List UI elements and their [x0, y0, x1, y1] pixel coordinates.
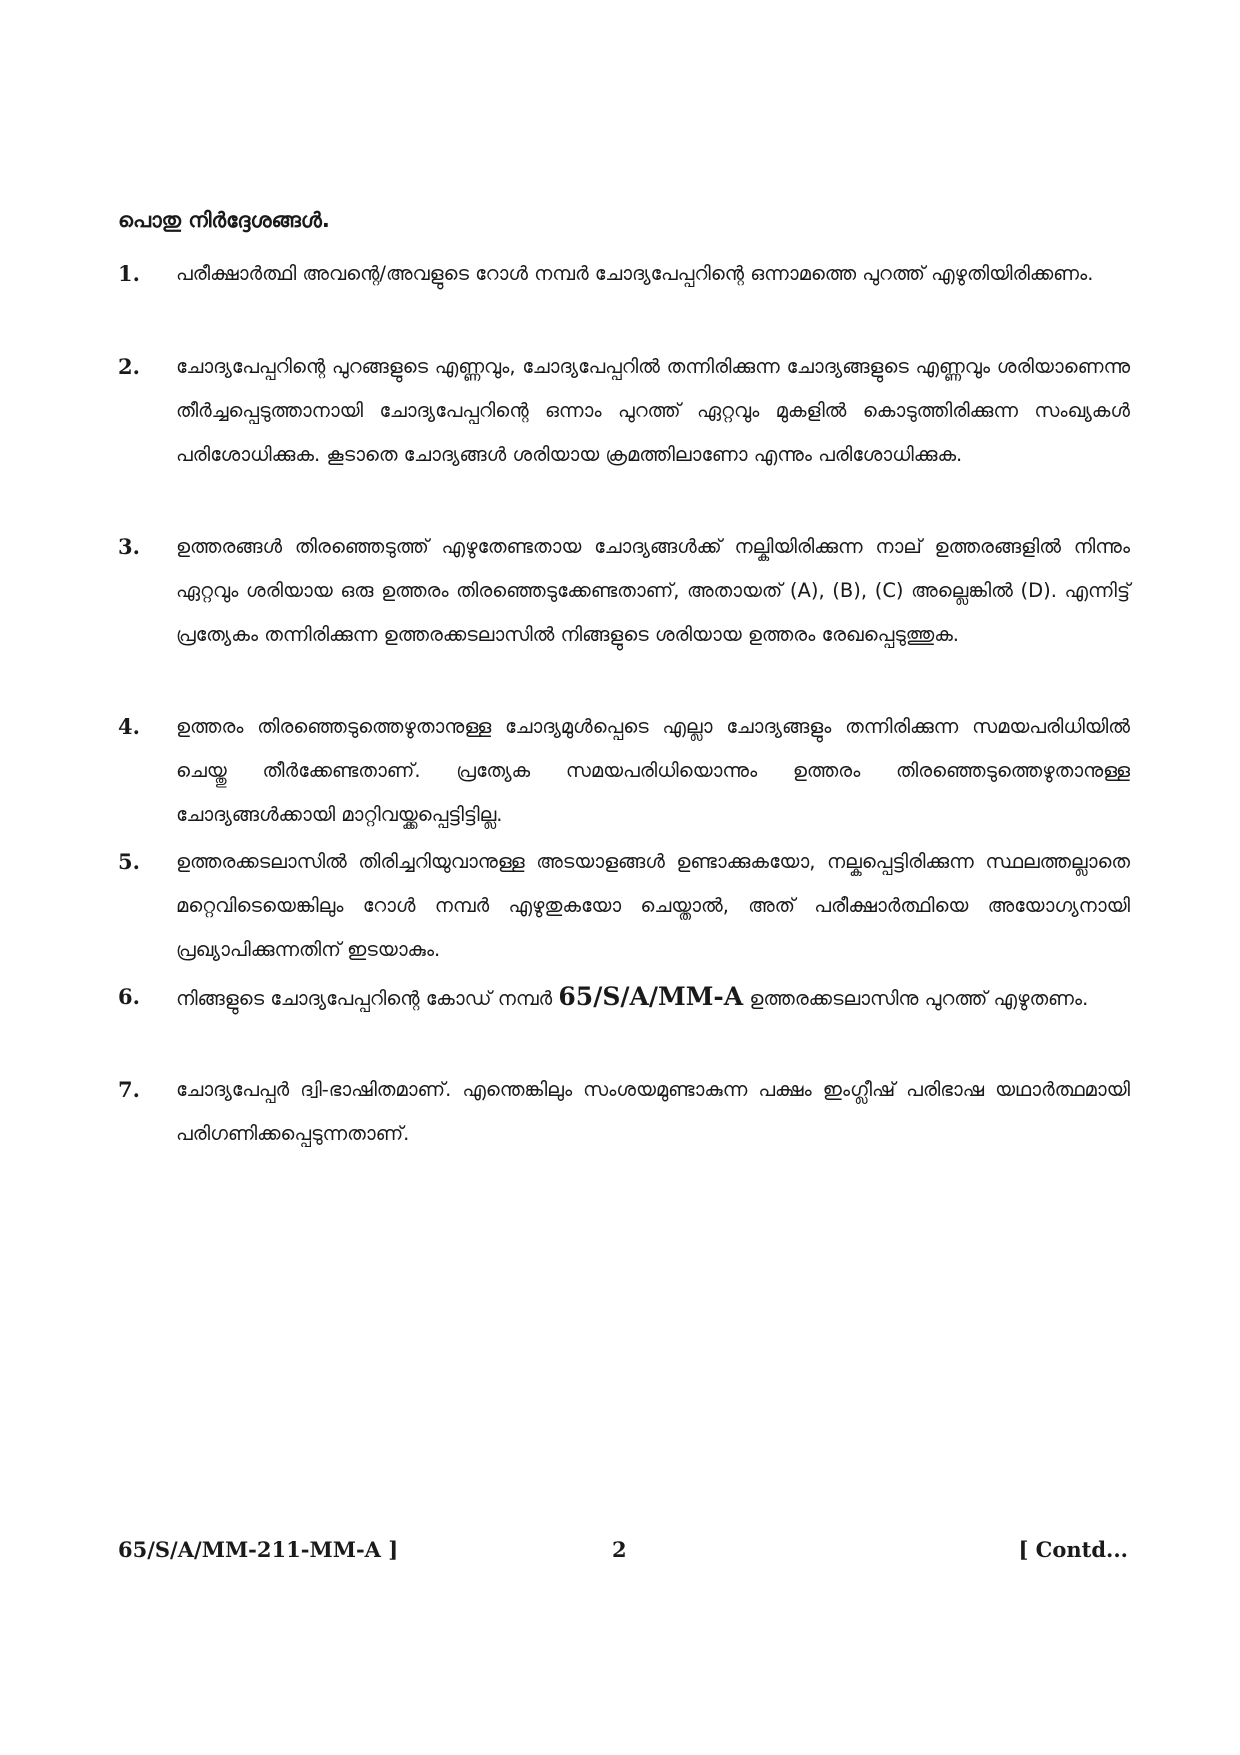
instruction-item — [118, 1068, 1130, 1156]
paper-code: 65/S/A/MM-A — [558, 982, 744, 1011]
item-text: ഉത്തരക്കടലാസിൽ തിരിച്ചറിയുവാനുള്ള അടയാളങ്ങൾ ഉണ്ടാക്കുകയോ, നല്കപ്പെട്ടിരിക്കുന്ന സ്ഥലത്തല്ലാതെ മറ്റെവിടെയെങ്കിലും റോൾ നമ്പർ എഴുതുകയോ ചെയ്താൽ, അത് പരീക്ഷാർത്ഥിയെ അയോഗ്യനായി പ്രഖ്യാപിക്കുന്നതിന് ഇടയാകും. — [176, 850, 1130, 961]
item-number: 3. — [118, 534, 140, 559]
item-text-after: ഉത്തരക്കടലാസിനു പുറത്ത് എഴുതണം. — [743, 987, 1089, 1010]
instruction-item — [118, 252, 1130, 296]
item-text — [176, 975, 1130, 1021]
item-text: പരീക്ഷാർത്ഥി അവന്റെ/അവളുടെ റോൾ നമ്പർ ചോദ്യപേപ്പറിന്റെ ഒന്നാമത്തെ പുറത്ത് എഴുതിയിരിക്കണം. — [176, 262, 1094, 285]
item-text: ഉത്തരങ്ങൾ തിരഞ്ഞെടുത്ത് എഴുതേണ്ടതായ ചോദ്യങ്ങൾക്ക് നല്കിയിരിക്കുന്ന നാല് ഉത്തരങ്ങളിൽ നിന്നും ഏറ്റവും ശരിയായ ഒരു ഉത്തരം തിരഞ്ഞെടുക്കേണ്ടതാണ്, അതായത് (A), (B), (C) അല്ലെങ്കിൽ (D). എന്നിട്ട് പ്രത്യേകം തന്നിരിക്കുന്ന ഉത്തരക്കടലാസിൽ നിങ്ങളുടെ ശരിയായ ഉത്തരം രേഖപ്പെടുത്തുക. — [176, 535, 1130, 646]
page-number: 2 — [612, 1537, 627, 1562]
instruction-item — [118, 345, 1130, 477]
instruction-item — [118, 840, 1130, 972]
item-text: ചോദ്യപേപ്പറിന്റെ പുറങ്ങളുടെ എണ്ണവും, ചോദ്യപേപ്പറിൽ തന്നിരിക്കുന്ന ചോദ്യങ്ങളുടെ എണ്ണവും ശരിയാണെന്നു തീർച്ചപ്പെടുത്താനായി ചോദ്യപേപ്പറിന്റെ ഒന്നാം പുറത്ത് ഏറ്റവും മുകളിൽ കൊടുത്തിരിക്കുന്ന സംഖ്യകൾ പരിശോധിക്കുക. കൂടാതെ ചോദ്യങ്ങൾ ശരിയായ ക്രമത്തിലാണോ എന്നും പരിശോധിക്കുക. — [176, 355, 1130, 466]
item-number: 7. — [118, 1077, 140, 1102]
footer-paper-code: 65/S/A/MM-211-MM-A ] — [118, 1537, 399, 1562]
instruction-item — [118, 975, 1130, 1021]
item-text: ചോദ്യപേപ്പർ ദ്വി-ഭാഷിതമാണ്. എന്തെങ്കിലും സംശയമുണ്ടാകുന്ന പക്ഷം ഇംഗ്ലീഷ് പരിഭാഷ യഥാർത്ഥമായി പരിഗണിക്കപ്പെടുന്നതാണ്. — [176, 1078, 1130, 1145]
item-number: 2. — [118, 354, 140, 379]
item-text-before: നിങ്ങളുടെ ചോദ്യപേപ്പറിന്റെ കോഡ് നമ്പർ — [176, 987, 559, 1010]
instructions-heading: പൊതു നിർദ്ദേശങ്ങൾ. — [118, 208, 330, 232]
item-number: 5. — [118, 849, 140, 874]
item-number: 4. — [118, 714, 140, 739]
continued-label: [ Contd... — [1018, 1537, 1128, 1562]
item-number: 1. — [118, 261, 140, 286]
instruction-item — [118, 525, 1130, 657]
item-number: 6. — [118, 984, 140, 1009]
instruction-item — [118, 705, 1130, 837]
item-text: ഉത്തരം തിരഞ്ഞെടുത്തെഴുതാനുള്ള ചോദ്യമുൾപ്പെടെ എല്ലാ ചോദ്യങ്ങളും തന്നിരിക്കുന്ന സമയപരിധിയിൽ ചെയ്തു തീർക്കേണ്ടതാണ്. പ്രത്യേക സമയപരിധിയൊന്നും ഉത്തരം തിരഞ്ഞെടുത്തെഴുതാനുള്ള ചോദ്യങ്ങൾക്കായി മാറ്റിവയ്ക്കപ്പെട്ടിട്ടില്ല. — [176, 715, 1130, 826]
